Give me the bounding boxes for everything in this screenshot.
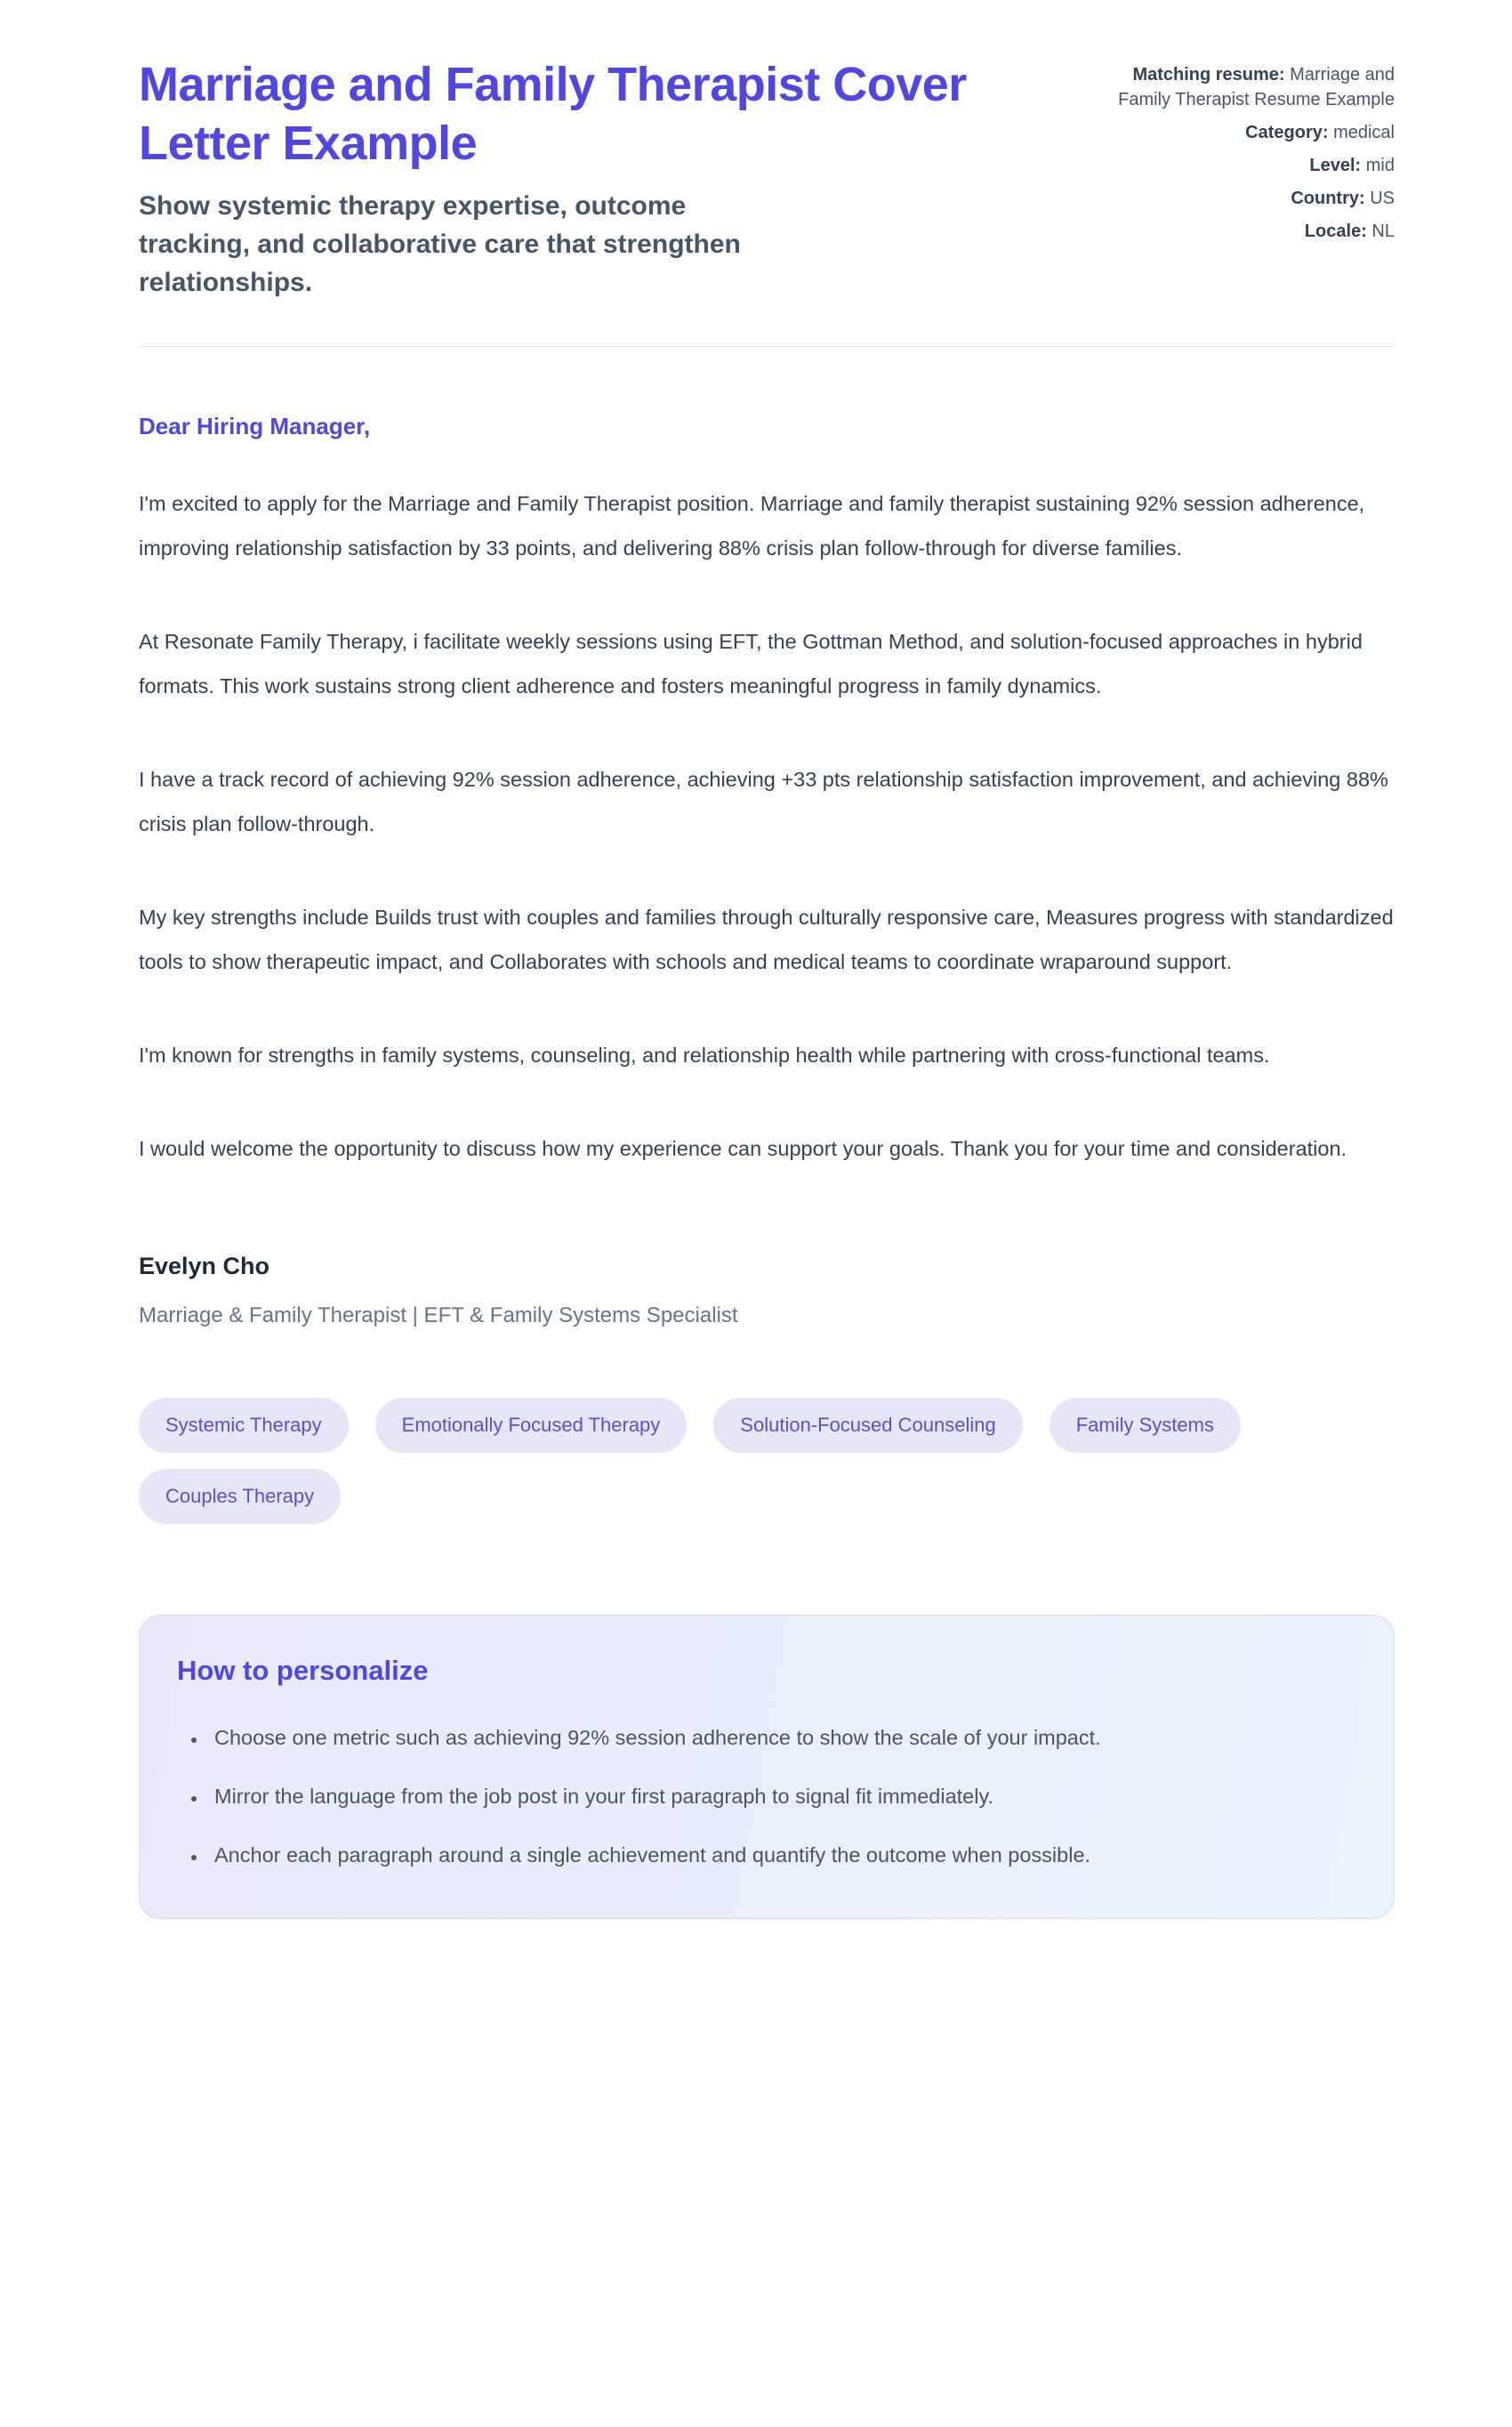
letter-paragraph: My key strengths include Builds trust with couples and families through culturally responsive care, Measures progress with standardized tools to show therapeutic impact, and Collaborates with schools and medical teams to coordinate wraparound support. — [139, 906, 1394, 973]
tag-systemic-therapy[interactable]: Systemic Therapy — [139, 1398, 349, 1453]
meta-label: Category: — [1245, 123, 1329, 142]
meta-value: medical — [1333, 123, 1395, 142]
callout-title: How to personalize — [177, 1655, 429, 1686]
page-subtitle: Show systemic therapy expertise, outcome tracking, and collaborative care that strengthen relationships. — [139, 191, 741, 297]
meta-label: Locale: — [1304, 222, 1367, 241]
tag-solution-focused-counseling[interactable]: Solution-Focused Counseling — [713, 1398, 1022, 1453]
letter-paragraph: I would welcome the opportunity to discuss how my experience can support your goals. Thank you for your time and consideration. — [139, 1137, 1347, 1160]
meta-value: US — [1370, 189, 1395, 208]
letter-paragraph: I have a track record of achieving 92% session adherence, achieving +33 pts relationship satisfaction improvement, and achieving 88% crisis plan follow-through. — [139, 768, 1388, 835]
tag-couples-therapy[interactable]: Couples Therapy — [139, 1469, 341, 1524]
meta-country — [1079, 186, 1395, 211]
signature-block — [139, 1253, 1395, 1328]
callout-bullet: • Mirror the language from the job post in your first paragraph to signal fit immediately. — [207, 1774, 1351, 1818]
header-divider — [139, 346, 1395, 347]
meta-label: Level: — [1309, 156, 1362, 175]
personalize-callout — [139, 1615, 1395, 1919]
meta-value: NL — [1371, 222, 1395, 241]
page-header — [139, 55, 1395, 302]
letter-paragraph: At Resonate Family Therapy, i facilitate weekly sessions using EFT, the Gottman Method, and solution-focused approaches in hybrid formats. This work sustains strong client adherence and fosters meaningful progress in family dynamics. — [139, 630, 1363, 697]
page-title: Marriage and Family Therapist Cover Letter Example — [139, 58, 967, 170]
meta-label: Matching resume: — [1132, 65, 1285, 85]
callout-bullet: • Anchor each paragraph around a single achievement and quantify the outcome when possible. — [207, 1833, 1351, 1877]
header-title-block — [139, 55, 1019, 302]
meta-matching-resume — [1079, 62, 1395, 112]
signature-title: Marriage & Family Therapist | EFT & Family Systems Specialist — [139, 1303, 738, 1327]
letter-paragraph: I'm known for strengths in family systems, counseling, and relationship health while partnering with cross-functional teams. — [139, 1044, 1270, 1067]
meta-label: Country: — [1291, 189, 1365, 208]
tag-emotionally-focused-therapy[interactable]: Emotionally Focused Therapy — [375, 1398, 688, 1453]
meta-locale — [1079, 219, 1395, 244]
meta-level — [1079, 153, 1395, 178]
letter-body — [139, 413, 1395, 1328]
callout-bullet: • Choose one metric such as achieving 92% session adherence to show the scale of your impact. — [207, 1715, 1351, 1760]
tag-family-systems[interactable]: Family Systems — [1050, 1398, 1241, 1453]
resume-meta-block — [1079, 55, 1395, 252]
cover-letter-page — [139, 0, 1395, 1919]
letter-greeting: Dear Hiring Manager, — [139, 413, 371, 439]
meta-value: mid — [1365, 156, 1395, 175]
letter-paragraph: I'm excited to apply for the Marriage and Family Therapist position. Marriage and family therapist sustaining 92% session adherence, improving relationship satisfaction by 33 points, and delivering 88% crisis plan follow-through for diverse families. — [139, 492, 1365, 560]
meta-category — [1079, 120, 1395, 145]
callout-bullet-list — [177, 1715, 1351, 1877]
signature-name: Evelyn Cho — [139, 1253, 270, 1279]
skill-tags — [139, 1398, 1395, 1524]
meta-value: Marriage and Family Therapist Resume Example — [1118, 65, 1395, 109]
